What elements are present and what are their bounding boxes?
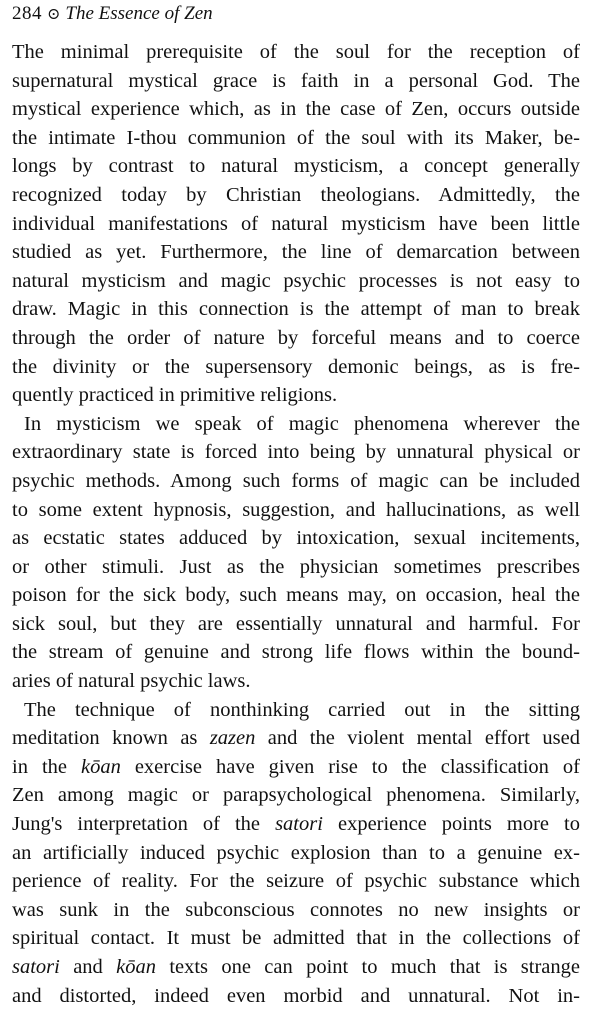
text-line: and distorted, indeed even morbid and unnatural. Not in- — [12, 984, 580, 1007]
text-line: longs by contrast to natural mysticism, a concept generally — [12, 155, 580, 178]
text-line: satori and kōan texts one can point to much that is strange — [12, 956, 580, 978]
text-line: individual manifestations of natural mysticism have been little — [12, 212, 580, 235]
text-line: studied as yet. Furthermore, the line of demarcation between — [12, 241, 580, 264]
text-line: The minimal prerequisite of the soul for the reception of — [12, 41, 580, 63]
text-line: the stream of genuine and strong life flows within the bound- — [12, 641, 580, 664]
page-number: 284 — [12, 3, 42, 24]
text-line: psychic methods. Among such forms of magic can be included — [12, 469, 580, 492]
text-line: supernatural mystical grace is faith in a personal God. The — [12, 69, 580, 92]
text-line: aries of natural psychic laws. — [12, 670, 251, 693]
text-line: recognized today by Christian theologians. Admittedly, the — [12, 183, 580, 206]
text-line: mystical experience which, as in the case of Zen, occurs outside — [12, 98, 580, 121]
text-line: was sunk in the subconscious connotes no new insights or — [12, 898, 580, 921]
text-line: poison for the sick body, such means may, on occasion, heal the — [12, 584, 580, 607]
text-line: an artificially induced psychic explosion than to a genuine ex- — [12, 841, 580, 864]
running-head — [12, 3, 213, 26]
text-line: perience of reality. For the seizure of psychic substance which — [12, 870, 580, 893]
text-line: extraordinary state is forced into being by unnatural physical or — [12, 441, 580, 464]
text-line: spiritual contact. It must be admitted that in the collections of — [12, 927, 580, 950]
text-line: quently practiced in primitive religions. — [12, 384, 338, 407]
text-line: the intimate I-thou communion of the soul with its Maker, be- — [12, 126, 580, 149]
text-line: draw. Magic in this connection is the attempt of man to break — [12, 298, 580, 321]
text-line: meditation known as zazen and the violent mental effort used — [12, 727, 580, 750]
text-line: as ecstatic states adduced by intoxication, sexual incitements, — [12, 527, 580, 550]
text-line: to some extent hypnosis, suggestion, and hallucinations, as well — [12, 498, 580, 521]
text-line: in the kōan exercise have given rise to the classification of — [12, 755, 580, 778]
text-line: through the order of nature by forceful means and to coerce — [12, 326, 580, 349]
text-line: sick soul, but they are essentially unnatural and harmful. For — [12, 612, 580, 635]
text-line: the divinity or the supersensory demonic beings, as is fre- — [12, 355, 580, 378]
text-line: or other stimuli. Just as the physician sometimes prescribes — [12, 555, 580, 578]
text-line: Jung's interpretation of the satori experience points more to — [12, 813, 580, 836]
text-line: In mysticism we speak of magic phenomena wherever the — [24, 412, 580, 435]
paragraph-2 — [12, 410, 580, 696]
book-title: The Essence of Zen — [65, 3, 213, 24]
text-line: natural mysticism and magic psychic processes is not easy to — [12, 269, 580, 292]
text-line: The technique of nonthinking carried out in the sitting — [24, 698, 580, 721]
body-text — [12, 38, 580, 1010]
ornament-separator-icon: ⊙ — [47, 6, 61, 23]
text-line: Zen among magic or parapsychological phenomena. Similarly, — [12, 784, 580, 807]
paragraph-1 — [12, 38, 580, 410]
paragraph-3 — [12, 696, 580, 1010]
